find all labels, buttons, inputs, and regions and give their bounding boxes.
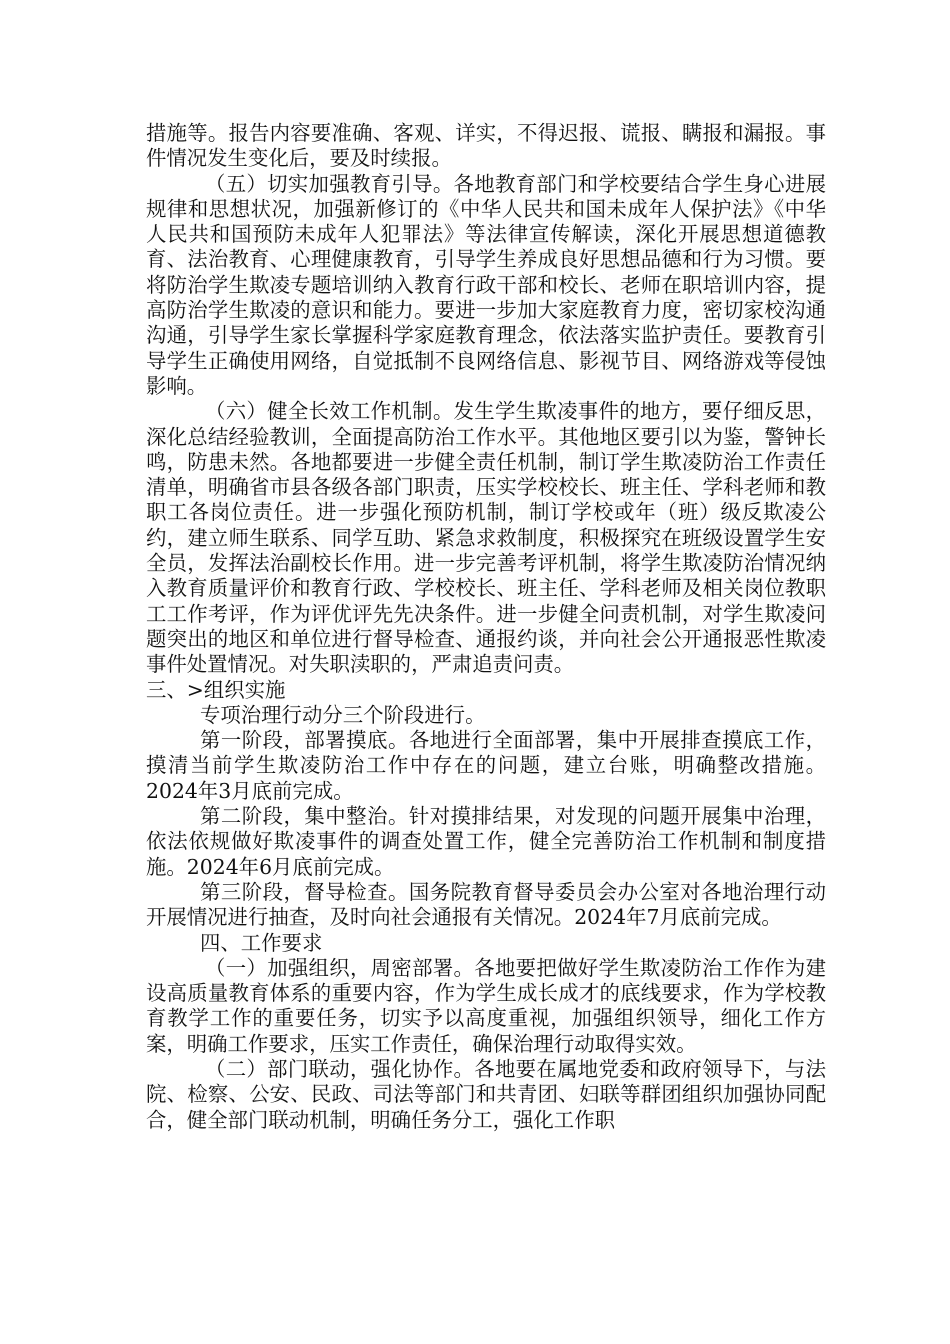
section-heading-requirements: 四、工作要求	[200, 930, 323, 955]
paragraph-stage-one: 第一阶段，部署摸底。各地进行全面部署，集中开展排查摸底工作，摸清当前学生欺凌防治工作中存在的问题，建立台账，明确整改措施。2024年3月底前完成。	[146, 728, 826, 803]
paragraph-reporting-measures: 措施等。报告内容要准确、客观、详实，不得迟报、谎报、瞒报和漏报。事件情况发生变化后，要及时续报。	[146, 121, 826, 171]
paragraph-department-collaboration: （二）部门联动，强化协作。各地要在属地党委和政府领导下，与法院、检察、公安、民政、司法等部门和共青团、妇联等群团组织加强协同配合，健全部门联动机制，明确任务分工，强化工作职	[146, 1056, 826, 1132]
paragraph-three-stages: 专项治理行动分三个阶段进行。	[200, 702, 486, 727]
paragraph-stage-three: 第三阶段，督导检查。国务院教育督导委员会办公室对各地治理行动开展情况进行抽查，及时向社会通报有关情况。2024年7月底前完成。	[146, 879, 826, 930]
paragraph-long-term-mechanism: （六）健全长效工作机制。发生学生欺凌事件的地方，要仔细反思，深化总结经验教训，全面提高防治工作水平。其他地区要引以为鉴，警钟长鸣，防患未然。各地都要进一步健全责任机制，制订学生欺凌防治工作责任清单，明确省市县各级各部门职责，压实学校校长、班主任、学科老师和教职工各岗位责任。进一步强化预防机制，制订学校或年（班）级反欺凌公约，建立师生联系、同学互助、紧急求救制度，积极探究在班级设置学生安全员，发挥法治副校长作用。进一步完善考评机制，将学生欺凌防治情况纳入教育质量评价和教育行政、学校校长、班主任、学科老师及相关岗位教职工工作考评，作为评优评先先决条件。进一步健全问责机制，对学生欺凌问题突出的地区和单位进行督导检查、通报约谈，并向社会公开通报恶性欺凌事件处置情况。对失职渎职的，严肃追责问责。	[146, 399, 826, 677]
section-heading-implementation: 三、>组织实施	[146, 677, 286, 702]
document-page	[146, 121, 826, 1133]
paragraph-organization: （一）加强组织，周密部署。各地要把做好学生欺凌防治工作作为建设高质量教育体系的重要内容，作为学生成长成才的底线要求，作为学校教育教学工作的重要任务，切实予以高度重视，加强组织领导，细化工作方案，明确工作要求，压实工作责任，确保治理行动取得实效。	[146, 955, 826, 1056]
paragraph-stage-two: 第二阶段，集中整治。针对摸排结果，对发现的问题开展集中治理，依法依规做好欺凌事件的调查处置工作，健全完善防治工作机制和制度措施。2024年6月底前完成。	[146, 804, 826, 879]
paragraph-education-guidance: （五）切实加强教育引导。各地教育部门和学校要结合学生身心进展规律和思想状况，加强新修订的《中华人民共和国未成年人保护法》《中华人民共和国预防未成年人犯罪法》等法律宣传解读，深化开展思想道德教育、法治教育、心理健康教育，引导学生养成良好思想品德和行为习惯。要将防治学生欺凌专题培训纳入教育行政干部和校长、老师在职培训内容，提高防治学生欺凌的意识和能力。要进一步加大家庭教育力度，密切家校沟通沟通，引导学生家长掌握科学家庭教育理念，依法落实监护责任。要教育引导学生正确使用网络，自觉抵制不良网络信息、影视节目、网络游戏等侵蚀影响。	[146, 171, 826, 398]
